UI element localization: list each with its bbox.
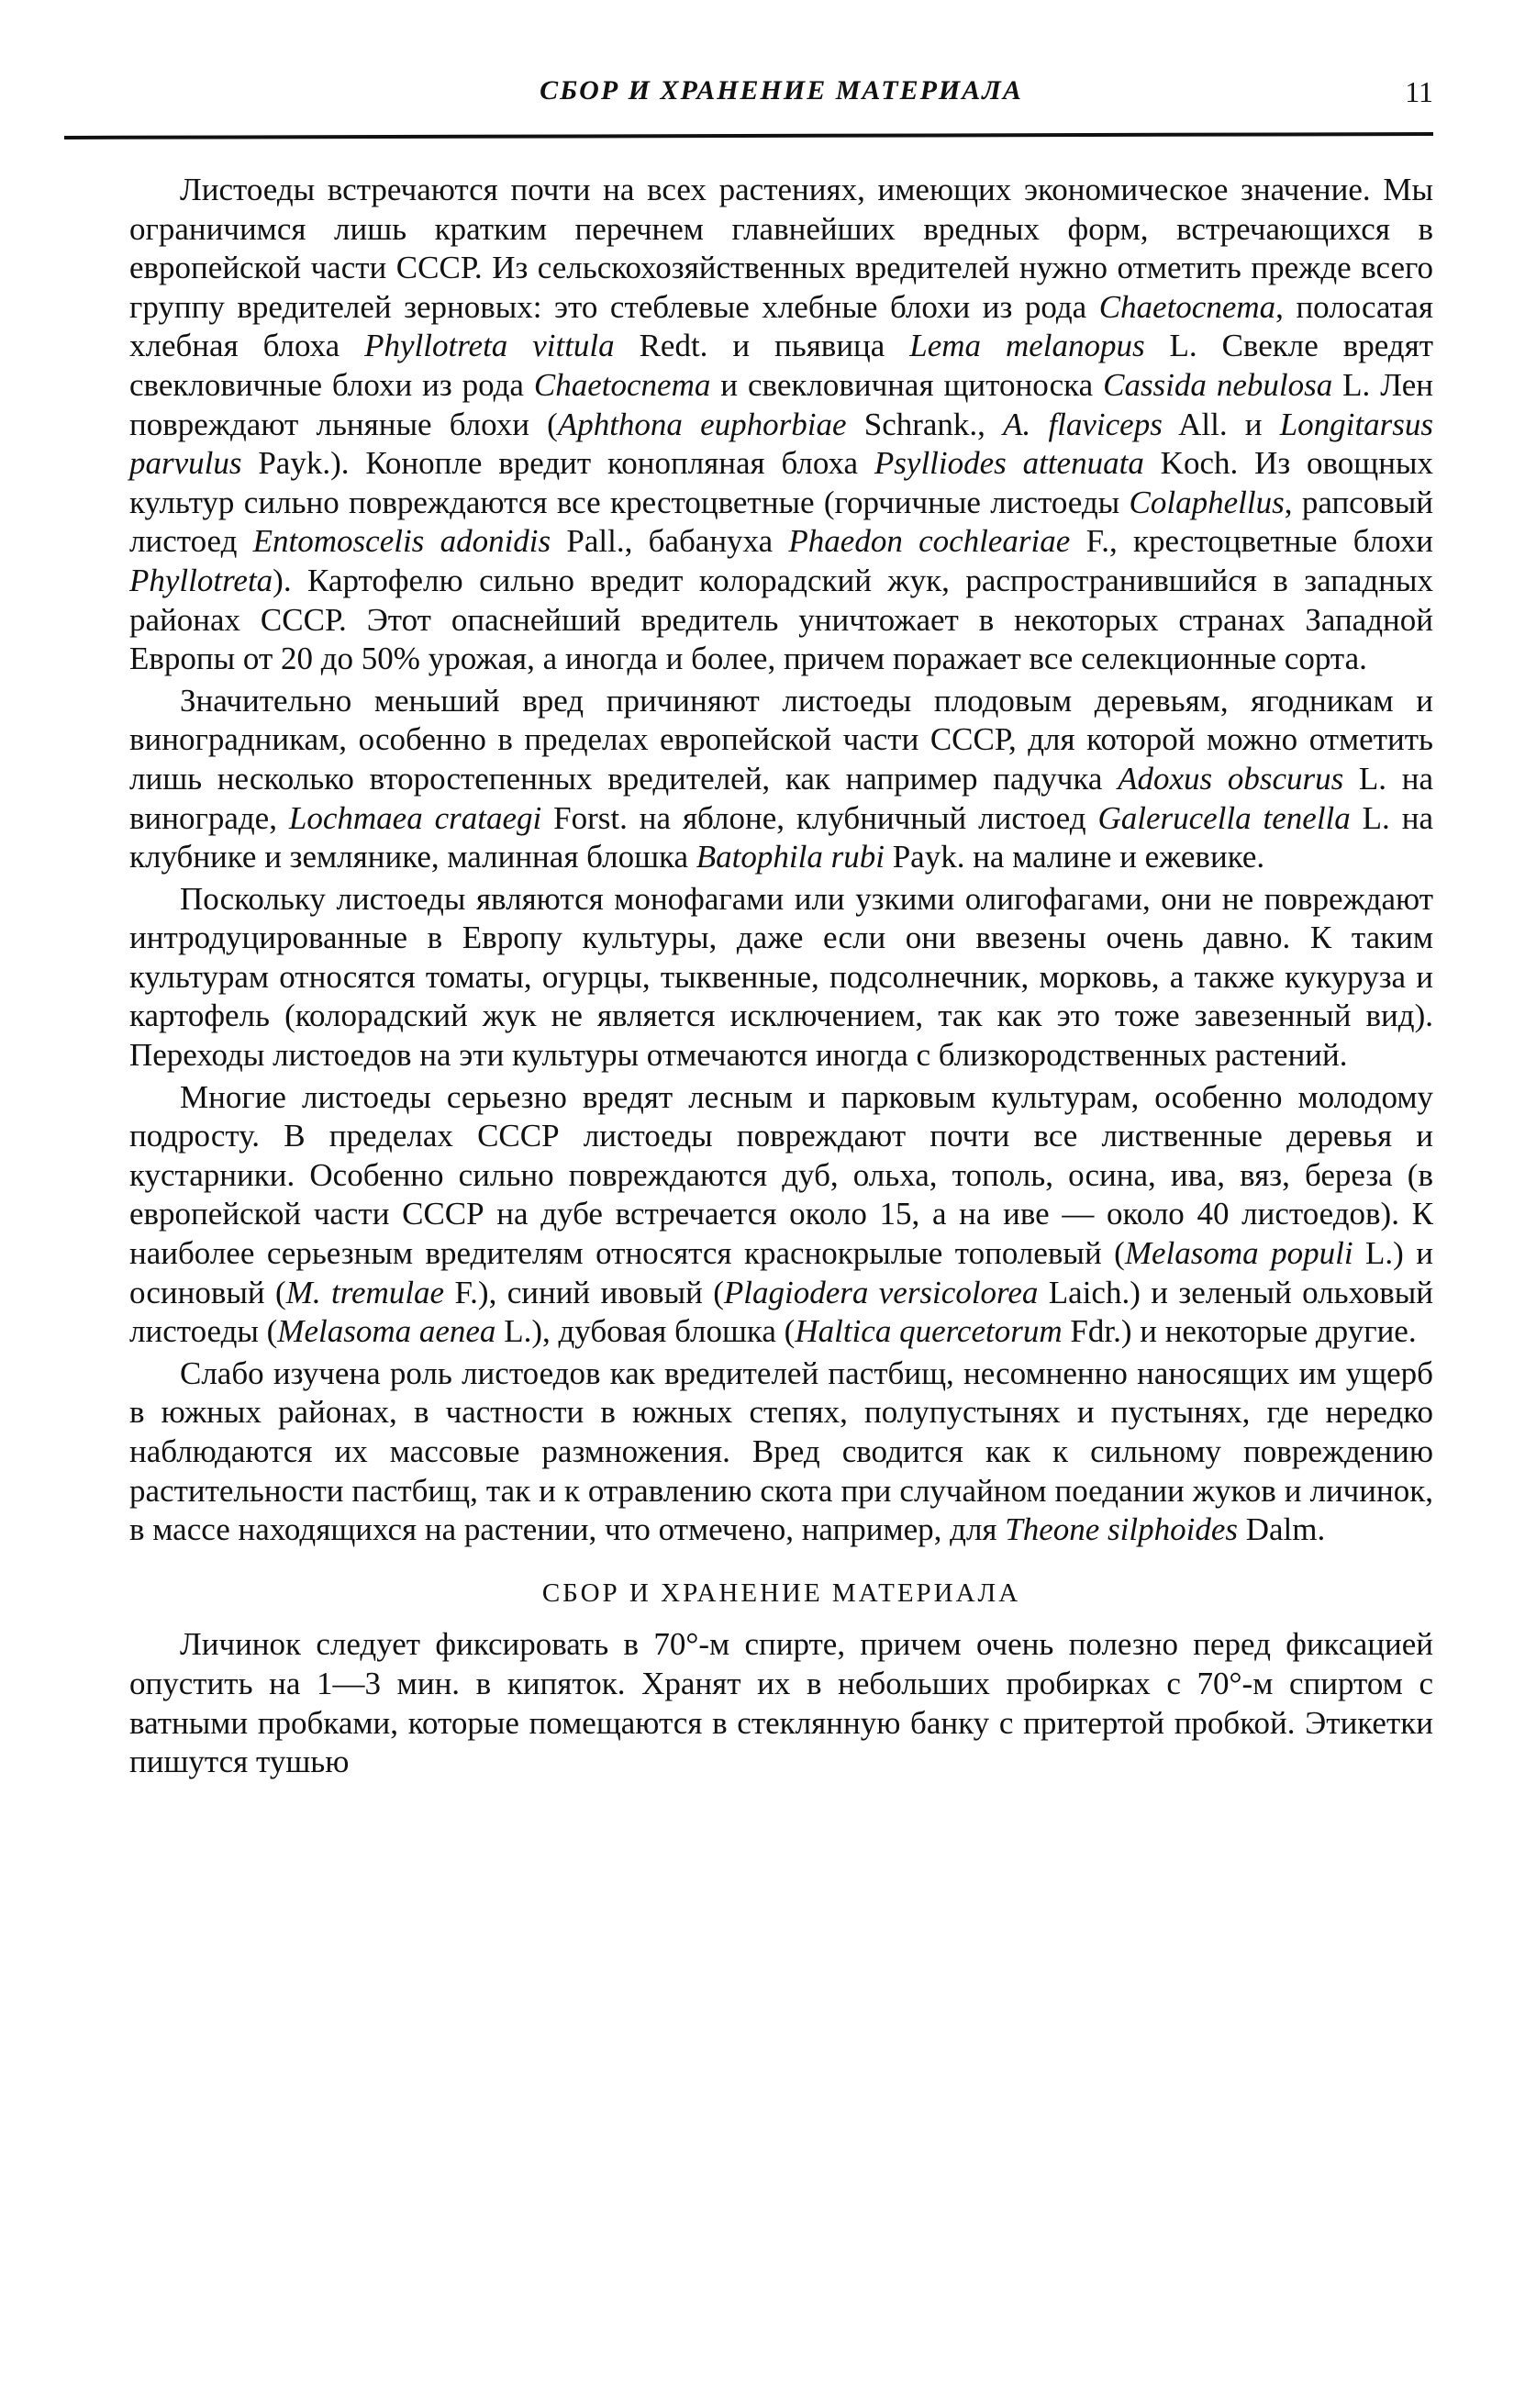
text-run: Многие листоеды серьезно вредят лесным и парковым культурам, особенно молодому подросту. В пределах СССР листоеды повреждают почти все лиственные деревья и кустарники. Особенно сильно повреждаются дуб, ольха, тополь, осина, ива, вяз, береза (в европейской части СССР на дубе встречается около 15, а на иве — около 40 листоедов). К наиболее серьезным вредителям относятся краснокрылые тополевый ( <box>129 1078 1433 1272</box>
paragraph <box>129 1354 1433 1550</box>
latin-species-name: Entomoscelis adonidis <box>252 523 551 560</box>
paragraph <box>129 1078 1433 1352</box>
text-run: Поскольку листоеды являются монофагами или узкими олигофагами, они не повреждают интродуцированные в Европу культуры, даже если они ввезены очень давно. К таким культурам относятся томаты, огурцы, тыквенные, подсолнечник, морковь, а также кукуруза и картофель (колорадский жук не является исключением, так как это тоже завезенный вид). Переходы листоедов на эти культуры отмечаются иногда с близкородственных растений. <box>129 880 1433 1074</box>
text-run: Forst. на яблоне, клубничный листоед <box>541 799 1098 836</box>
text-run: L. Свекле вредят свекловичные блохи из рода <box>129 328 1434 403</box>
text-run: Payk.). Конопле вредит конопляная блоха <box>241 445 874 482</box>
text-run: L.), дубовая блошка ( <box>495 1313 796 1350</box>
paragraph <box>129 1625 1433 1781</box>
latin-species-name: Plagiodera versicolorea <box>723 1274 1039 1310</box>
text-run: и свекловичная щитоноска <box>710 366 1104 403</box>
text-run: Fdr.) и некоторые другие. <box>1062 1313 1417 1350</box>
paragraph <box>129 171 1433 679</box>
text-run: Листоеды встречаются почти на всех растениях, имеющих экономическое значение. Мы ограничимся лишь кратким перечнем главнейших вредных форм, встречающихся в европейской части СССР. Из сельскохозяйственных вредителей нужно отметить прежде всего группу вредителей зерновых: это стеблевые хлебные блохи из рода <box>129 172 1433 325</box>
text-run: Значительно меньший вред причиняют листоеды плодовым деревьям, ягодникам и виноградникам, особенно в пределах европейской части СССР, для которой можно отметить лишь несколько второстепенных вредителей, как например падучка <box>129 682 1433 797</box>
latin-species-name: Melasoma populi <box>1124 1235 1353 1272</box>
latin-species-name: Haltica quercetorum <box>795 1313 1063 1350</box>
latin-species-name: M. tremulae <box>285 1274 445 1310</box>
latin-species-name: Longitarsus parvulus <box>129 406 1433 482</box>
text-run: Schrank., <box>846 406 1004 442</box>
section-heading: СБОР И ХРАНЕНИЕ МАТЕРИАЛА <box>541 1577 1021 1608</box>
latin-species-name: Chaetocnema <box>1098 288 1276 325</box>
text-run: L. на винограде, <box>129 760 1433 836</box>
latin-species-name: Batophila rubi <box>696 839 885 875</box>
section-paragraphs <box>129 1625 1433 1781</box>
latin-species-name: Aphthona euphorbiae <box>557 406 847 442</box>
latin-species-name: Adoxus obscurus <box>1118 760 1344 797</box>
text-run: All. и <box>1162 406 1280 442</box>
text-run: F.), синий ивовый ( <box>444 1274 724 1310</box>
text-run: Dalm. <box>1238 1511 1326 1548</box>
text-run: Laich.) и зеленый ольховый листоеды ( <box>129 1274 1434 1350</box>
text-run: , полосатая хлебная блоха <box>129 288 1433 364</box>
paragraph <box>129 682 1433 877</box>
latin-species-name: Lochmaea crataegi <box>288 799 542 836</box>
text-run: Слабо изучена роль листоедов как вредителей пастбищ, несомненно наносящих им ущерб в южных районах, в частности в южных степях, полупустынях и пустынях, где нередко наблюдаются их массовые размножения. Вред сводится как к сильному повреждению растительности пастбищ, так и к отравлению скота при случайном поедании жуков и личинок, в массе находящихся на растении, что отмечено, например, для <box>129 1354 1433 1548</box>
page-number: 11 <box>1405 75 1433 108</box>
text-run: Redt. и пьявица <box>614 328 910 364</box>
latin-species-name: Colaphellus <box>1129 484 1285 520</box>
text-run: L. на клубнике и землянике, малинная блошка <box>129 799 1433 875</box>
header-rule <box>64 132 1433 139</box>
latin-species-name: Chaetocnema <box>533 366 711 403</box>
latin-species-name: Lema melanopus <box>909 328 1145 364</box>
latin-species-name: A. flaviceps <box>1003 406 1163 442</box>
paragraph <box>129 880 1433 1076</box>
text-run: L. Лен повреждают льняные блохи ( <box>129 366 1433 442</box>
latin-species-name: Phyllotreta vittula <box>364 328 615 364</box>
text-run: Pall., бабануха <box>551 523 789 560</box>
text-run: Koch. Из овощных культур сильно повреждаются все крестоцветные (горчичные листоеды <box>129 445 1433 520</box>
latin-species-name: Galerucella tenella <box>1097 799 1351 836</box>
page-body <box>129 171 1433 1785</box>
text-run: F., крестоцветные блохи <box>1070 523 1434 560</box>
latin-species-name: Cassida nebulosa <box>1103 366 1333 403</box>
text-run: ). Картофелю сильно вредит колорадский жук, распространившийся в западных районах СССР. Этот опаснейший вредитель уничтожает в некоторых странах Западной Европы от 20 до 50% урожая, а иногда и более, причем поражает все селекционные сорта. <box>129 562 1433 677</box>
text-run: Личинок следует фиксировать в 70°-м спирте, причем очень полезно перед фиксацией опустить на 1—3 мин. в кипяток. Хранят их в небольших пробирках с 70°-м спиртом с ватными пробками, которые помещаются в стеклянную банку с притертой пробкой. Этикетки пишутся тушью <box>129 1626 1433 1780</box>
text-run: , рапсовый листоед <box>129 484 1433 560</box>
running-head-title: СБОР И ХРАНЕНИЕ МАТЕРИАЛА <box>540 75 1023 106</box>
latin-species-name: Theone silphoides <box>1005 1511 1238 1548</box>
text-run: Payk. на малине и ежевике. <box>884 839 1265 875</box>
latin-species-name: Phaedon cochleariae <box>788 523 1071 560</box>
latin-species-name: Melasoma aenea <box>277 1313 496 1350</box>
running-head <box>129 72 1433 117</box>
text-run: L.) и осиновый ( <box>129 1235 1433 1310</box>
latin-species-name: Phyllotreta <box>129 562 273 598</box>
intro-paragraphs <box>129 171 1433 1550</box>
latin-species-name: Psylliodes attenuata <box>874 445 1144 482</box>
